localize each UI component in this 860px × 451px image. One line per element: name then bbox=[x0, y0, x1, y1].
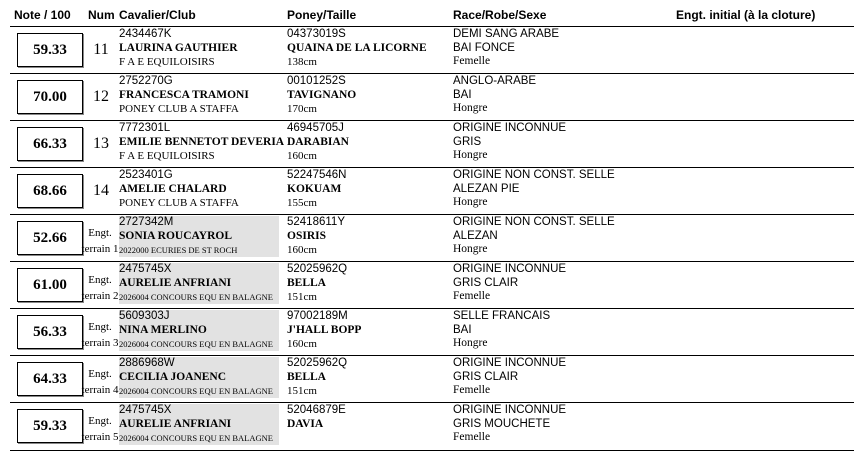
pony-name: QUAINA DE LA LICORNE bbox=[287, 42, 427, 54]
rider-id: 2475745X bbox=[119, 263, 279, 276]
robe-label: GRIS bbox=[453, 135, 482, 148]
pony-cell bbox=[287, 75, 356, 116]
race-label: ORIGINE INCONNUE bbox=[453, 263, 567, 275]
table-row bbox=[10, 26, 854, 74]
sexe-label: Hongre bbox=[453, 196, 488, 208]
race-cell bbox=[453, 357, 566, 398]
rider-cell bbox=[119, 404, 281, 445]
pony-id: 46945705J bbox=[287, 122, 344, 134]
rider-cell bbox=[119, 263, 281, 304]
rider-id: 2523401G bbox=[119, 169, 173, 181]
pony-size: 160cm bbox=[287, 338, 317, 350]
pony-id: 52025962Q bbox=[287, 263, 348, 275]
pony-name: TAVIGNANO bbox=[287, 89, 357, 101]
table-row bbox=[10, 402, 854, 451]
pony-cell bbox=[287, 28, 427, 69]
pony-id: 00101252S bbox=[287, 75, 346, 87]
pony-name: BELLA bbox=[287, 371, 326, 383]
header-rider: Cavalier/Club bbox=[119, 8, 196, 22]
engt-label: Engt. bbox=[88, 227, 112, 239]
club-name: PONEY CLUB A STAFFA bbox=[119, 197, 239, 209]
pony-name: KOKUAM bbox=[287, 183, 342, 195]
race-label: ORIGINE INCONNUE bbox=[453, 122, 567, 134]
pony-id: 52418611Y bbox=[287, 216, 345, 228]
engt-terrain-label bbox=[78, 366, 122, 398]
robe-label: GRIS MOUCHETE bbox=[453, 417, 551, 430]
race-cell bbox=[453, 216, 615, 257]
rider-cell bbox=[119, 357, 281, 398]
sexe-label: Hongre bbox=[453, 102, 488, 114]
pony-size: 151cm bbox=[287, 291, 317, 303]
pony-size: 155cm bbox=[287, 197, 317, 209]
club-name: PONEY CLUB A STAFFA bbox=[119, 103, 239, 115]
pony-cell bbox=[287, 169, 346, 210]
sexe-label: Hongre bbox=[453, 243, 488, 255]
robe-label: ALEZAN bbox=[453, 229, 498, 242]
score-box: 59.33 bbox=[17, 409, 83, 443]
entry-number: 13 bbox=[93, 135, 109, 152]
club-name: F A E EQUILOISIRS bbox=[119, 56, 215, 68]
club-name: 2026004 CONCOURS EQU EN BALAGNE bbox=[119, 384, 279, 398]
robe-label: BAI bbox=[453, 323, 472, 336]
pony-cell bbox=[287, 404, 346, 445]
sexe-label: Hongre bbox=[453, 337, 488, 349]
rider-id: 2475745X bbox=[119, 404, 279, 417]
rider-name: CECILIA JOANENC bbox=[119, 370, 279, 384]
rider-id: 5609303J bbox=[119, 310, 279, 323]
engt-label: Engt. bbox=[88, 368, 112, 380]
race-cell bbox=[453, 122, 566, 163]
terrain-label: terrain 3 bbox=[81, 337, 119, 349]
header-pony: Poney/Taille bbox=[287, 8, 357, 22]
table-row bbox=[10, 73, 854, 121]
rider-name: AURELIE ANFRIANI bbox=[119, 417, 279, 431]
race-label: DEMI SANG ARABE bbox=[453, 28, 560, 40]
race-cell bbox=[453, 28, 559, 69]
pony-size: 160cm bbox=[287, 244, 317, 256]
race-cell bbox=[453, 263, 566, 304]
race-label: ORIGINE INCONNUE bbox=[453, 404, 567, 416]
race-label: ORIGINE NON CONST. SELLE bbox=[453, 169, 615, 181]
rider-id: 2752270G bbox=[119, 75, 173, 87]
rider-id: 2886968W bbox=[119, 357, 279, 370]
rider-name: LAURINA GAUTHIER bbox=[119, 42, 238, 54]
terrain-label: terrain 1 bbox=[81, 243, 119, 255]
engt-terrain-label bbox=[78, 319, 122, 351]
club-name: 2026004 CONCOURS EQU EN BALAGNE bbox=[119, 290, 279, 304]
pony-size: 160cm bbox=[287, 150, 317, 162]
table-row bbox=[10, 120, 854, 168]
table-header bbox=[0, 0, 860, 26]
engt-terrain-label bbox=[78, 413, 122, 445]
pony-cell bbox=[287, 310, 361, 351]
terrain-label: terrain 2 bbox=[81, 290, 119, 302]
sexe-label: Femelle bbox=[453, 290, 491, 302]
rider-name: NINA MERLINO bbox=[119, 323, 279, 337]
header-engt: Engt. initial (à la cloture) bbox=[676, 8, 816, 22]
sexe-label: Hongre bbox=[453, 149, 488, 161]
rider-id: 2727342M bbox=[119, 216, 279, 229]
sexe-label: Femelle bbox=[453, 431, 491, 443]
race-label: ORIGINE INCONNUE bbox=[453, 357, 567, 369]
pony-cell bbox=[287, 263, 347, 304]
engt-label: Engt. bbox=[88, 415, 112, 427]
table-row bbox=[10, 261, 854, 309]
entry-number: 14 bbox=[93, 182, 109, 199]
pony-cell bbox=[287, 216, 345, 257]
robe-label: BAI bbox=[453, 88, 472, 101]
race-cell bbox=[453, 75, 536, 116]
robe-label: ALEZAN PIE bbox=[453, 182, 520, 195]
terrain-label: terrain 5 bbox=[81, 431, 119, 443]
score-box: 56.33 bbox=[17, 315, 83, 349]
club-name: 2022000 ECURIES DE ST ROCH bbox=[119, 243, 279, 257]
race-cell bbox=[453, 310, 550, 351]
score-box: 66.33 bbox=[17, 127, 83, 161]
rider-cell bbox=[119, 122, 285, 163]
header-num: Num bbox=[88, 8, 115, 22]
pony-id: 52025962Q bbox=[287, 357, 348, 369]
rider-name: EMILIE BENNETOT DEVERIA bbox=[119, 136, 285, 148]
pony-id: 52247546N bbox=[287, 169, 347, 181]
rider-id: 2434467K bbox=[119, 28, 172, 40]
rider-cell bbox=[119, 28, 281, 69]
table-row bbox=[10, 308, 854, 356]
entry-number: 12 bbox=[93, 88, 109, 105]
table-row bbox=[10, 355, 854, 403]
rider-cell bbox=[119, 75, 281, 116]
rider-cell bbox=[119, 216, 281, 257]
pony-cell bbox=[287, 122, 349, 163]
score-box: 61.00 bbox=[17, 268, 83, 302]
pony-name: BELLA bbox=[287, 277, 326, 289]
engt-label: Engt. bbox=[88, 321, 112, 333]
race-label: ORIGINE NON CONST. SELLE bbox=[453, 216, 615, 228]
header-race: Race/Robe/Sexe bbox=[453, 8, 547, 22]
pony-size: 170cm bbox=[287, 103, 317, 115]
terrain-label: terrain 4 bbox=[81, 384, 119, 396]
engt-label: Engt. bbox=[88, 274, 112, 286]
score-box: 52.66 bbox=[17, 221, 83, 255]
race-cell bbox=[453, 404, 566, 445]
race-label: SELLE FRANCAIS bbox=[453, 310, 551, 322]
rider-name: AMELIE CHALARD bbox=[119, 183, 227, 195]
pony-name: DAVIA bbox=[287, 418, 324, 430]
score-box: 64.33 bbox=[17, 362, 83, 396]
pony-cell bbox=[287, 357, 347, 398]
pony-id: 04373019S bbox=[287, 28, 346, 40]
sexe-label: Femelle bbox=[453, 384, 491, 396]
engt-terrain-label bbox=[78, 272, 122, 304]
rider-id: 7772301L bbox=[119, 122, 171, 134]
robe-label: GRIS CLAIR bbox=[453, 370, 519, 383]
rider-name: AURELIE ANFRIANI bbox=[119, 276, 279, 290]
pony-size: 151cm bbox=[287, 385, 317, 397]
club-name: 2026004 CONCOURS EQU EN BALAGNE bbox=[119, 431, 279, 445]
table-row bbox=[10, 214, 854, 262]
sexe-label: Femelle bbox=[453, 55, 491, 67]
pony-name: DARABIAN bbox=[287, 136, 349, 148]
robe-label: BAI FONCE bbox=[453, 41, 515, 54]
rider-name: SONIA ROUCAYROL bbox=[119, 229, 279, 243]
rider-name: FRANCESCA TRAMONI bbox=[119, 89, 249, 101]
pony-name: OSIRIS bbox=[287, 230, 326, 242]
club-name: 2026004 CONCOURS EQU EN BALAGNE bbox=[119, 337, 279, 351]
race-label: ANGLO-ARABE bbox=[453, 75, 537, 87]
robe-label: GRIS CLAIR bbox=[453, 276, 519, 289]
pony-size bbox=[287, 431, 346, 445]
club-name: F A E EQUILOISIRS bbox=[119, 150, 215, 162]
race-cell bbox=[453, 169, 615, 210]
table-row bbox=[10, 167, 854, 215]
pony-name: J'HALL BOPP bbox=[287, 324, 362, 336]
score-box: 68.66 bbox=[17, 174, 83, 208]
header-note: Note / 100 bbox=[14, 8, 71, 22]
pony-id: 52046879E bbox=[287, 404, 346, 416]
pony-id: 97002189M bbox=[287, 310, 348, 322]
score-box: 70.00 bbox=[17, 80, 83, 114]
entry-number: 11 bbox=[93, 41, 109, 58]
rider-cell bbox=[119, 310, 281, 351]
rider-cell bbox=[119, 169, 281, 210]
pony-size: 138cm bbox=[287, 56, 317, 68]
engt-terrain-label bbox=[78, 225, 122, 257]
score-box: 59.33 bbox=[17, 33, 83, 67]
